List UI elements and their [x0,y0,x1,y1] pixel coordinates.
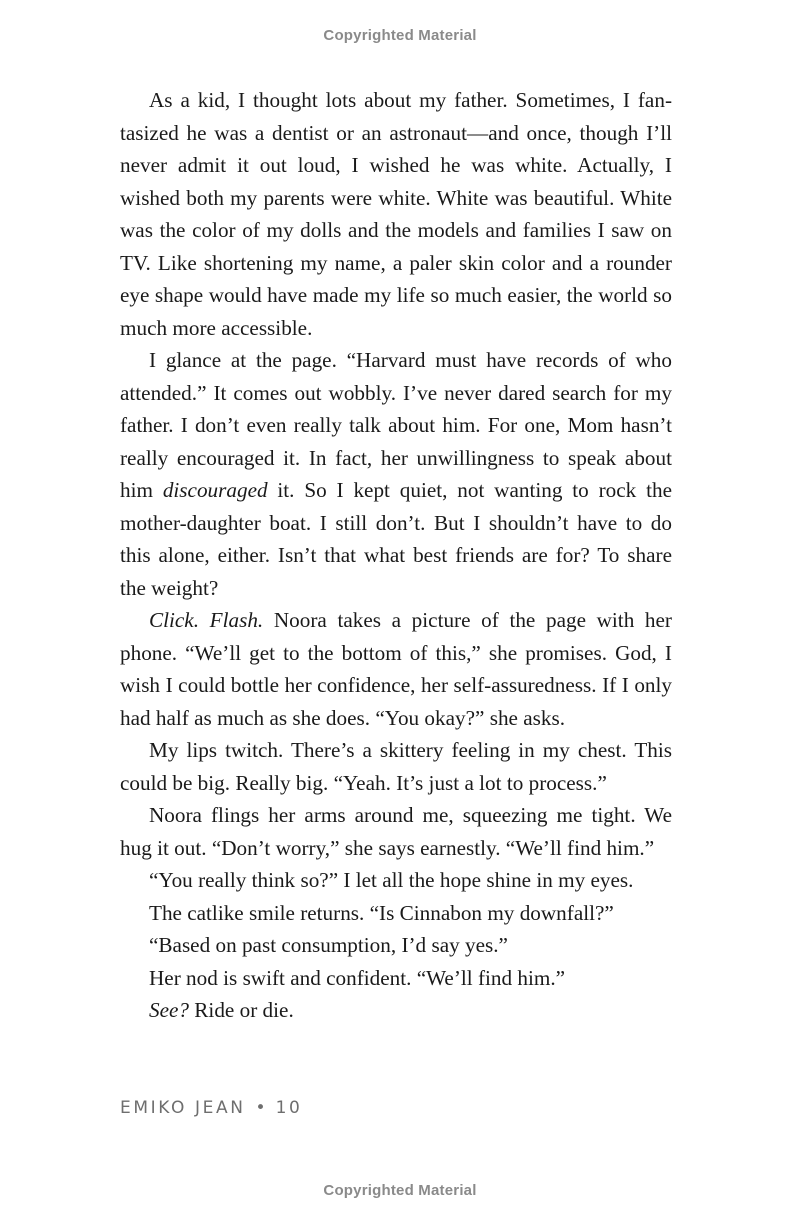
emphasis: Click. Flash. [149,608,264,632]
paragraph: Her nod is swift and confident. “We’ll find him.” [149,965,566,990]
copyright-watermark-bottom: Copyrighted Material [323,1182,477,1199]
paragraph: “Based on past consumption, I’d say yes.” [149,933,508,957]
page-footer [120,1098,302,1118]
paragraph: Click. Flash. Noora takes a picture of the page with her phone. “We’ll get to the bottom of this,” she promises. God, I wish I could bottle her confidence, her self-assuredness. If I only had half as much as she does. “You okay?” she asks. [120,608,672,730]
author-name: EMIKO JEAN [120,1098,246,1118]
copyright-watermark-top: Copyrighted Material [323,27,477,44]
page-number: 10 [275,1098,303,1118]
paragraph: See? Ride or die. [149,998,294,1022]
paragraph: My lips twitch. There’s a skittery feeling in my chest. This could be big. Really big. “Yeah. It’s just a lot to process.” [120,738,672,795]
paragraph: “You really think so?” I let all the hope shine in my eyes. [149,868,634,892]
paragraph: The catlike smile returns. “Is Cinnabon my downfall?” [149,900,614,925]
paragraph: I glance at the page. “Harvard must have records of who attended.” It comes out wobbly. I’ve never dared search for my father. I don’t even really talk about him. For one, Mom hasn’t really encouraged it. In fact, her unwillingness to speak about him discouraged it. So I kept quiet, not wanting to rock the mother-daughter boat. I still don’t. But I shouldn’t have to do this alone, either. Isn’t that what best friends are for? To share the weight? [120,348,672,600]
paragraph: As a kid, I thought lots about my father. Sometimes, I fantasized he was a dentist or an astronaut—and once, though I’ll never admit it out loud, I wished he was white. Actually, I wished both my parents were white. White was beautiful. White was the color of my dolls and the models and families I saw on TV. Like shortening my name, a paler skin color and a rounder eye shape would have made my life so much easier, the world so much more accessible. [120,88,672,340]
page-body [120,84,672,1027]
paragraph: Noora flings her arms around me, squeezing me tight. We hug it out. “Don’t worry,” she says earnestly. “We’ll find him.” [120,803,672,860]
emphasis: discouraged [162,478,268,502]
footer-separator: • [255,1098,266,1118]
emphasis: See? [149,998,189,1022]
